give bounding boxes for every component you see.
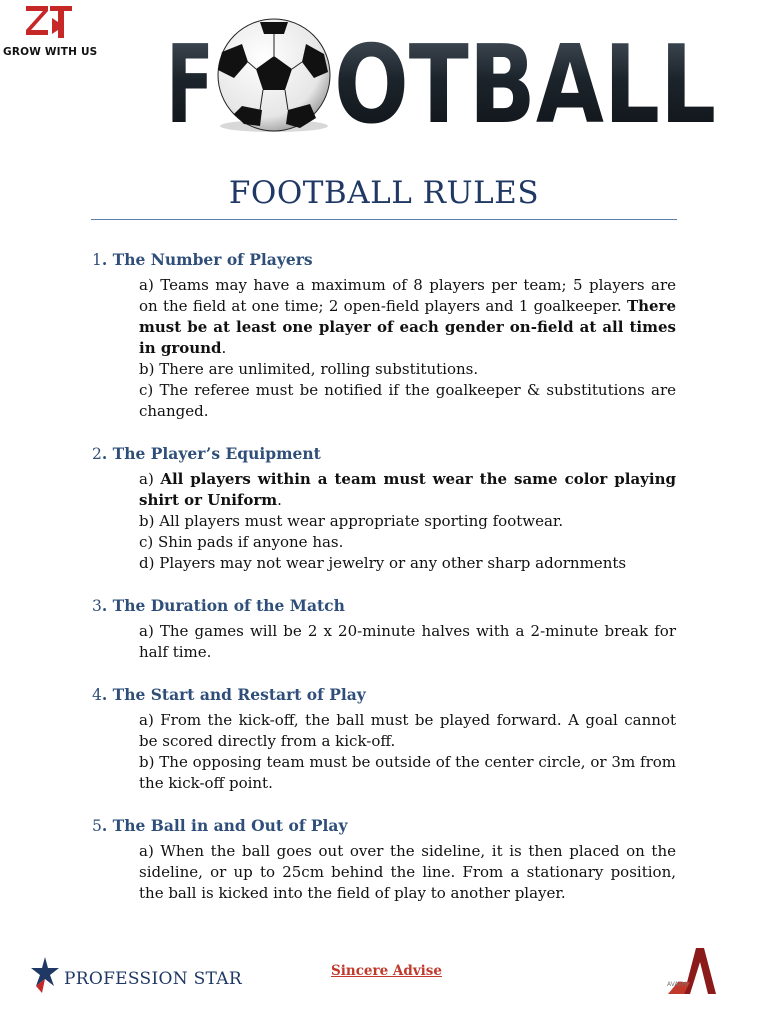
- section-heading: [92, 684, 676, 706]
- section-title: The Ball in and Out of Play: [112, 816, 348, 835]
- rule-item: [139, 532, 676, 553]
- section-title: The Duration of the Match: [112, 596, 345, 615]
- rule-text: b) The opposing team must be outside of the center circle, or 3m from the kick-off point.: [139, 753, 676, 792]
- section-number: 5: [92, 817, 102, 835]
- rule-item: [139, 275, 676, 359]
- rule-section: [92, 443, 676, 574]
- rule-item: [139, 380, 676, 422]
- rule-section: [92, 815, 676, 904]
- page-title: FOOTBALL RULES: [228, 175, 540, 211]
- rule-text: a) From the kick-off, the ball must be played forward. A goal cannot be scored directly from a kick-off.: [139, 711, 676, 750]
- footer-brand: PROFESSION STAR: [64, 969, 242, 989]
- rule-text: c) Shin pads if anyone has.: [139, 533, 344, 551]
- section-number-dot: .: [101, 250, 113, 269]
- rule-item: [139, 841, 676, 904]
- title-divider: [91, 219, 677, 220]
- rule-item: [139, 511, 676, 532]
- rule-section: [92, 249, 676, 422]
- rule-item: [139, 752, 676, 794]
- rule-emphasis: All players within a team must wear the same color playing shirt or Uniform: [139, 470, 676, 509]
- section-title: The Number of Players: [112, 250, 313, 269]
- rule-text: a) The games will be 2 x 20-minute halves with a 2-minute break for half time.: [139, 622, 676, 661]
- section-title: The Start and Restart of Play: [112, 685, 366, 704]
- rule-text: b) There are unlimited, rolling substitutions.: [139, 360, 479, 378]
- section-heading: [92, 443, 676, 465]
- avathi-logo: [660, 946, 718, 996]
- section-number-dot: .: [101, 444, 113, 463]
- section-title: The Player’s Equipment: [112, 444, 321, 463]
- rule-item: [139, 710, 676, 752]
- star-icon: [30, 956, 60, 994]
- section-number: 3: [92, 597, 102, 615]
- section-number: 2: [92, 445, 102, 463]
- football-banner: [164, 22, 718, 148]
- rule-item: [139, 469, 676, 511]
- soccer-ball-icon: [218, 19, 330, 132]
- section-heading: [92, 249, 676, 271]
- rule-text: c) The referee must be notified if the goalkeeper & substitutions are changed.: [139, 381, 676, 420]
- logo-tagline: GROW WITH US: [3, 46, 98, 58]
- svg-text:F: F: [166, 23, 214, 148]
- section-number-dot: .: [101, 685, 113, 704]
- rule-section: [92, 595, 676, 663]
- section-heading: [92, 595, 676, 617]
- rule-text: b) All players must wear appropriate sporting footwear.: [139, 512, 564, 530]
- rule-text-end: .: [277, 491, 282, 509]
- rules-list: [92, 249, 676, 925]
- rule-emphasis: There must be at least one player of each gender on-field at all times in ground: [139, 297, 676, 357]
- svg-text:OTBALL: OTBALL: [334, 23, 716, 148]
- rule-text: d) Players may not wear jewelry or any other sharp adornments: [139, 554, 627, 572]
- rule-text: a) Teams may have a maximum of 8 players per team; 5 players are on the field at one time; 2 open-field players and 1 goalkeeper.: [139, 276, 676, 315]
- rule-item: [139, 621, 676, 663]
- avathi-label: AVATHI: [667, 981, 689, 988]
- section-number: 4: [92, 686, 102, 704]
- rule-item: [139, 553, 676, 574]
- section-number-dot: .: [101, 596, 113, 615]
- section-heading: [92, 815, 676, 837]
- section-number-dot: .: [101, 816, 113, 835]
- rule-text: a): [139, 470, 161, 488]
- rule-text-end: .: [221, 339, 227, 357]
- rule-item: [139, 359, 676, 380]
- section-number: 1: [92, 251, 102, 269]
- rule-section: [92, 684, 676, 794]
- sincere-advise-link[interactable]: Sincere Advise: [331, 963, 442, 979]
- rule-text: a) When the ball goes out over the sideline, it is then placed on the sideline, or up to 25cm behind the line. From a stationary position, the ball is kicked into the field of play to another player.: [139, 842, 676, 902]
- company-logo: [24, 4, 76, 40]
